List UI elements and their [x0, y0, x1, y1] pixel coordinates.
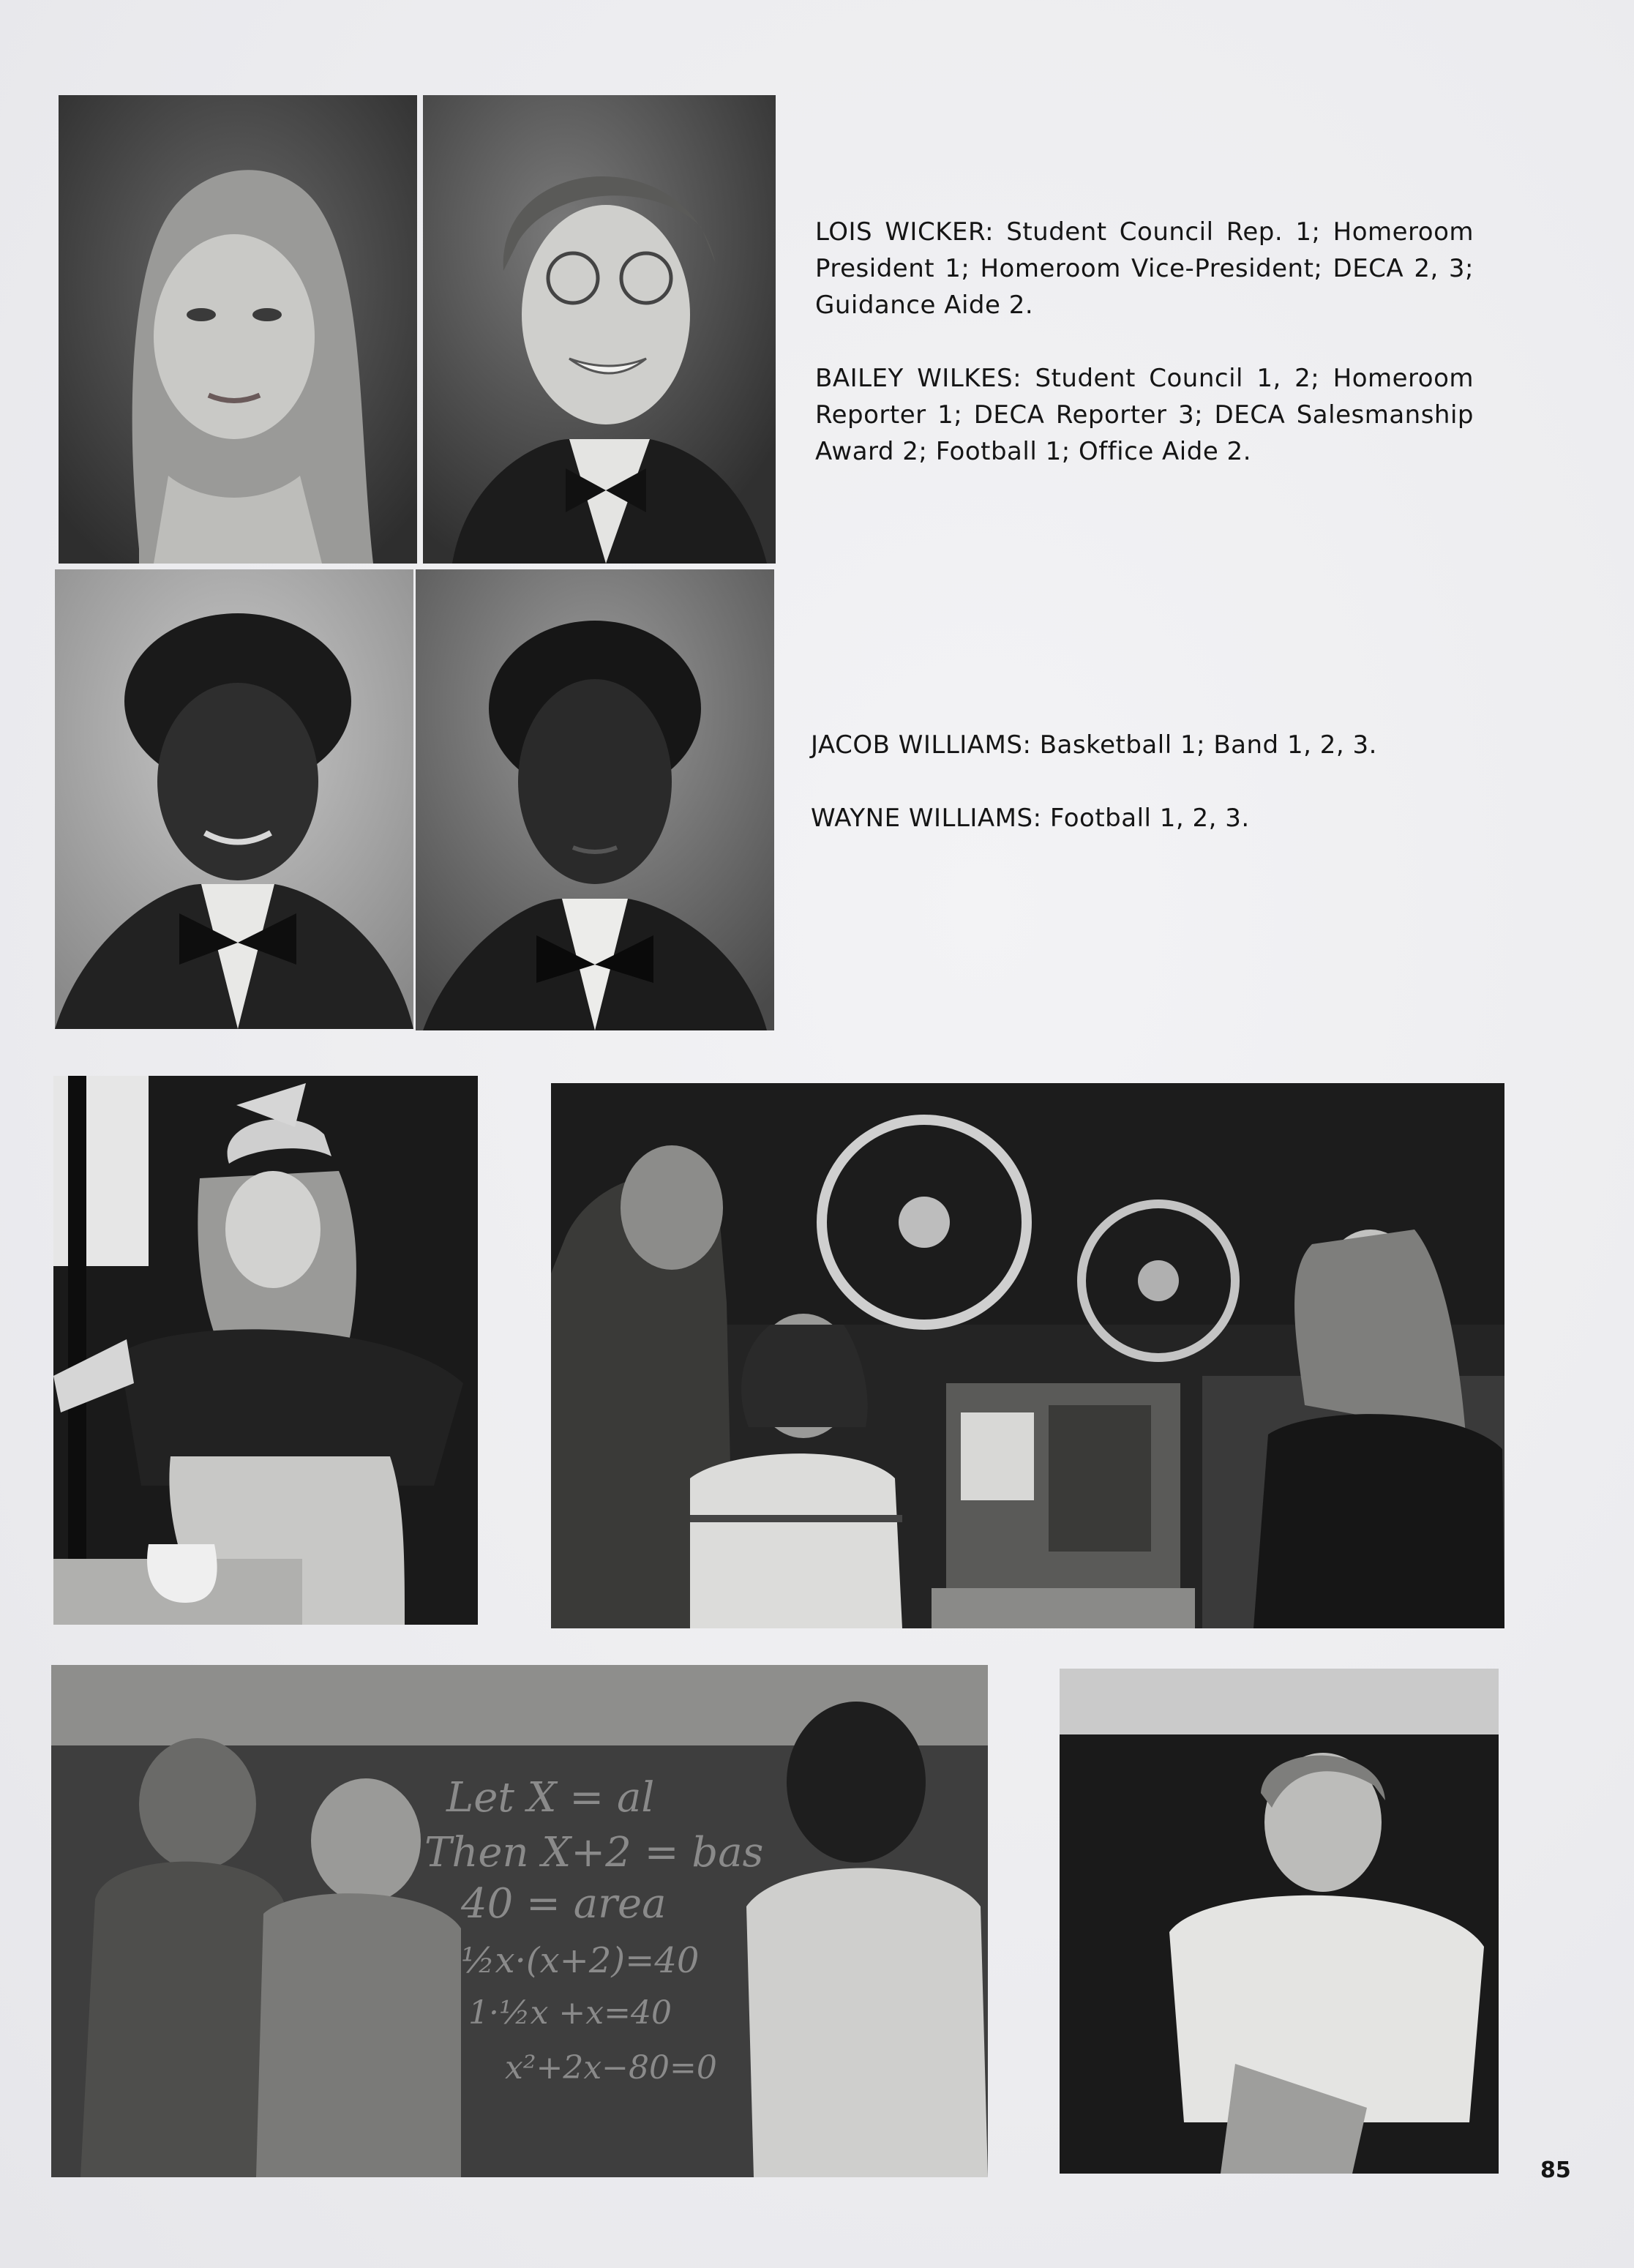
photo-chalkboard-math: [51, 1665, 988, 2177]
bio-wayne-williams: WAYNE WILLIAMS: Football 1, 2, 3.: [811, 804, 1250, 833]
photo-boy-seated: [1060, 1669, 1499, 2174]
portrait-wayne-williams: [416, 569, 774, 1030]
bio-block-williams: [811, 727, 1484, 837]
chalk-line-6: x²+2x−80=0: [505, 2049, 717, 2087]
chalk-line-1: Let X = al: [446, 1774, 655, 1822]
bio-bailey-wilkes: BAILEY WILKES: Student Council 1, 2; Homeroom Reporter 1; DECA Reporter 3; DECA Salesmanship Award 2; Football 1; Office Aide 2.: [815, 364, 1474, 466]
chalk-line-3: 40 = area: [461, 1880, 667, 1928]
chalk-line-5: 1·½x +x=40: [468, 1994, 672, 2032]
page-number: 85: [1540, 2157, 1571, 2183]
portrait-jacob-williams: [55, 569, 413, 1029]
photo-girl-costume: [53, 1076, 478, 1625]
bio-jacob-williams: JACOB WILLIAMS: Basketball 1; Band 1, 2, 3.: [811, 730, 1377, 760]
chalk-line-2: Then X+2 = bas: [424, 1829, 764, 1876]
photo-film-projector: [551, 1083, 1504, 1628]
portrait-bailey-wilkes: [423, 95, 776, 564]
chalk-line-4: ½x·(x+2)=40: [461, 1940, 700, 1981]
bio-block-wicker-wilkes: [815, 214, 1474, 470]
bio-lois-wicker: LOIS WICKER: Student Council Rep. 1; Homeroom President 1; Homeroom Vice-President; DECA 2, 3; Guidance Aide 2.: [815, 217, 1474, 320]
portrait-lois-wicker: [59, 95, 417, 564]
